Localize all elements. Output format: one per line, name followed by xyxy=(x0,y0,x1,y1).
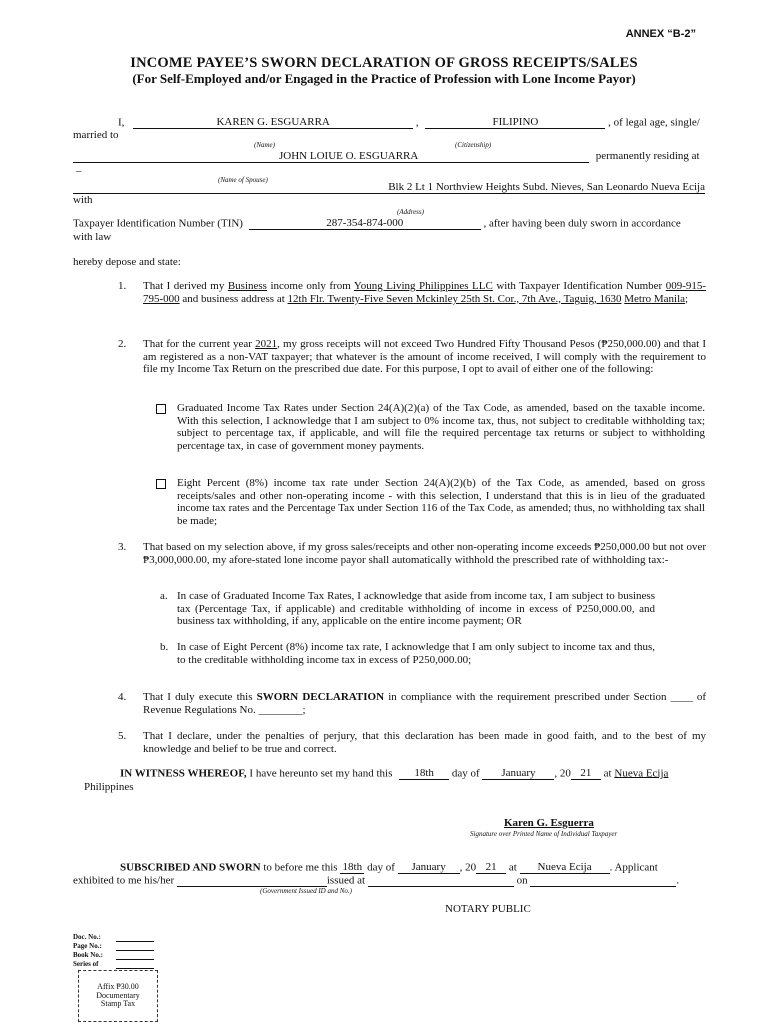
item-3-number: 3. xyxy=(118,541,127,553)
checkbox-icon xyxy=(156,404,166,414)
witness-month: January xyxy=(482,767,554,780)
address-field: Blk 2 Lt 1 Northview Heights Subd. Nieves, San Leonardo Nueva Ecija xyxy=(73,181,705,194)
witness-year: 21 xyxy=(571,767,601,780)
item-5-number: 5. xyxy=(118,730,127,742)
doc-no-label: Doc. No.: xyxy=(73,933,101,941)
sworn-declaration-bold: SWORN DECLARATION xyxy=(256,691,385,703)
spouse-caption: (Name of Spouse) xyxy=(218,176,268,184)
annex-label: ANNEX “B-2” xyxy=(625,28,696,40)
exhibited-line: exhibited to me his/her issued at on . xyxy=(73,874,680,887)
tin-label: Taxpayer Identification Number (TIN) xyxy=(73,217,243,230)
stamp-line-1: Affix ₱30.00 xyxy=(97,981,139,991)
signature-name: Karen G. Esguerra xyxy=(504,817,594,829)
item-1-text: That I derived my Business income only from Young Living Philippines LLC with Taxpayer Identification Number 009-915-795-000 and business address at 12th Flr. Twenty-Five Seven Mckinley 25th St. Cor., 7th Ave., Taguig, 1630 Metro Manila; xyxy=(143,280,707,305)
option-1-text: Graduated Income Tax Rates under Section 24(A)(2)(a) of the Tax Code, as amended, based on the taxable income. With this selection, I acknowledge that I am subject to 0% income tax, thus, not subject to creditable withholding tax; subject to percentage tax, if applicable, and will file the required percentage tax returns or subject to withholding percentage tax, in case of government money payments. xyxy=(177,402,705,452)
address-line xyxy=(73,181,705,194)
page-no-label: Page No.: xyxy=(73,942,102,950)
checkbox-icon xyxy=(156,479,166,489)
subscribed-day: 18th xyxy=(340,861,364,874)
item-1-part-d: and business address at xyxy=(182,292,285,305)
subscribed-line xyxy=(120,861,658,874)
item-2-part-b: , my gross receipts will not exceed Two Hundred Fifty Thousand Pesos (₱250,000.00) and that I am registered as a non-VAT taxpayer; that whatever is the amount of income received, I will comply with the requirement to file my Income Tax Return on the prescribed due date. For this purpose, I opt to avail of either one of the following: xyxy=(143,338,707,376)
issued-at-field[interactable] xyxy=(368,874,514,887)
company-address-city: Metro Manila xyxy=(624,292,686,305)
company-name: Young Living Philippines LLC xyxy=(353,280,493,292)
item-3-text: That based on my selection above, if my gross sales/receipts and other non-operating income exceeds ₱250,000.00 but not over ₱3,000,000.00, my afore-stated lone income payor shall automatically withhold the prescribed rate of withholding tax:- xyxy=(143,541,706,566)
gov-id-field[interactable] xyxy=(177,874,327,887)
tin-line xyxy=(73,217,681,230)
page-no-field[interactable] xyxy=(116,942,154,951)
subscribed-day-of: day of xyxy=(367,861,395,874)
item-1-part-a: That I derived my xyxy=(143,280,225,292)
book-no-label: Book No.: xyxy=(73,951,103,959)
company-tin: 009-915-795-000 xyxy=(143,280,707,305)
item-3a-label: a. xyxy=(160,590,168,602)
depose-text: hereby depose and state: xyxy=(73,256,181,268)
citizenship-field: FILIPINO xyxy=(425,116,605,129)
item-4-number: 4. xyxy=(118,691,127,703)
option-2-checkbox[interactable] xyxy=(156,479,166,493)
item-2-number: 2. xyxy=(118,338,127,350)
item-4-part-a: That I duly execute this xyxy=(143,691,253,703)
item-1-part-c: with Taxpayer Identification Number xyxy=(496,280,663,292)
stamp-line-3: Stamp Tax xyxy=(100,999,136,1009)
series-of-label: Series of xyxy=(73,960,99,968)
subscribed-at: at xyxy=(508,861,517,874)
witness-bold: IN WITNESS WHEREOF, xyxy=(120,767,247,780)
on-date-field[interactable] xyxy=(530,874,676,887)
exhibited-text: exhibited to me his/her xyxy=(73,874,175,887)
witness-day: 18th xyxy=(399,767,449,780)
citizenship-caption: (Citizenship) xyxy=(455,141,492,149)
on-text: on xyxy=(516,874,528,887)
option-1-checkbox[interactable] xyxy=(156,404,166,418)
married-to-text: married to xyxy=(73,129,119,141)
item-1-part-b: income only from xyxy=(270,280,351,292)
intro-line-1: I, KAREN G. ESGUARRA , FILIPINO , of legal age, single/ xyxy=(118,116,700,129)
name-field: KAREN G. ESGUARRA xyxy=(133,116,413,129)
item-4-text xyxy=(143,691,706,716)
tin-after-text: , after having been duly sworn in accordance xyxy=(483,217,681,230)
address-caption: (Address) xyxy=(397,208,424,216)
witness-day-of: day of xyxy=(451,767,480,780)
notary-public: NOTARY PUBLIC xyxy=(445,903,531,915)
legal-age-text: , of legal age, single/ xyxy=(608,116,700,129)
book-no-field[interactable] xyxy=(116,951,154,960)
residing-text: permanently residing at xyxy=(595,150,700,163)
witness-year-prefix: , 20 xyxy=(554,767,571,780)
witness-line xyxy=(120,767,668,780)
witness-country: Philippines xyxy=(84,781,134,793)
subscribed-text: to before me this xyxy=(263,861,338,874)
document-subtitle: (For Self-Employed and/or Engaged in the Practice of Profession with Lone Income Payor) xyxy=(132,71,636,86)
item-3a-text: In case of Graduated Income Tax Rates, I acknowledge that aside from income tax, I am subject to business tax (Percentage Tax, if applicable) and creditable withholding of income in excess of P250,000.00, and business tax withholding, if any, applicable on the entire income payment; OR xyxy=(177,590,655,628)
applicant-text: . Applicant xyxy=(609,861,658,874)
with-text: with xyxy=(73,194,93,206)
subscribed-month: January xyxy=(398,861,460,874)
subscribed-place: Nueva Ecija xyxy=(520,861,610,874)
stamp-line-2: Documentary xyxy=(96,990,140,1000)
id-caption: (Government Issued ID and No.) xyxy=(260,887,352,895)
with-law-text: with law xyxy=(73,231,112,243)
spouse-name: JOHN LOIUE O. ESGUARRA xyxy=(279,150,419,162)
spouse-line xyxy=(73,150,700,163)
witness-text: I have hereunto set my hand this xyxy=(249,767,393,780)
item-4-part-b: in compliance with the requirement prescribed under Section ____ of Revenue Regulations No. ________; xyxy=(143,691,707,716)
current-year: 2021 xyxy=(255,338,278,350)
series-of-field[interactable] xyxy=(116,960,154,969)
company-address: 12th Flr. Twenty-Five Seven Mckinley 25th St. Cor., 7th Ave., Taguig, 1630 xyxy=(287,292,622,305)
issued-at-text: issued at xyxy=(326,874,366,887)
document-title: INCOME PAYEE’S SWORN DECLARATION OF GROSS RECEIPTS/SALES xyxy=(130,55,638,71)
item-5-text: That I declare, under the penalties of perjury, that this declaration has been made in good faith, and to the best of my knowledge and belief to be true and correct. xyxy=(143,730,706,755)
income-type: Business xyxy=(227,280,267,292)
documentary-stamp-box xyxy=(78,970,158,1022)
doc-no-field[interactable] xyxy=(116,933,154,942)
subscribed-year-prefix: , 20 xyxy=(459,861,477,874)
tin-field: 287-354-874-000 xyxy=(249,217,481,230)
item-2-part-a: That for the current year xyxy=(143,338,252,350)
spouse-field xyxy=(73,150,589,163)
intro-i: I, xyxy=(118,116,125,129)
subscribed-year: 21 xyxy=(476,861,506,874)
signature-caption: Signature over Printed Name of Individual Taxpayer xyxy=(470,830,618,838)
item-3b-label: b. xyxy=(160,641,169,653)
item-3b-text: In case of Eight Percent (8%) income tax rate, I acknowledge that I am only subject to income tax and thus, to the creditable withholding income tax in excess of P250,000.00; xyxy=(177,641,655,666)
subscribed-bold: SUBSCRIBED AND SWORN xyxy=(120,861,261,874)
name-caption: (Name) xyxy=(254,141,275,149)
item-2-text xyxy=(143,338,706,376)
witness-place: Nueva Ecija xyxy=(614,767,669,780)
witness-at: at xyxy=(603,767,612,780)
item-1-number: 1. xyxy=(118,280,127,292)
option-2-text: Eight Percent (8%) income tax rate under Section 24(A)(2)(b) of the Tax Code, as amended, based on gross receipts/sales and other non-operating income - with this selection, I understand that this is in lieu of the graduated income tax rates and the Percentage Tax under Section 116 of the Tax Code, as amended; thus, no withholding tax shall be made; xyxy=(177,477,705,527)
dash-mark: – xyxy=(76,165,82,177)
